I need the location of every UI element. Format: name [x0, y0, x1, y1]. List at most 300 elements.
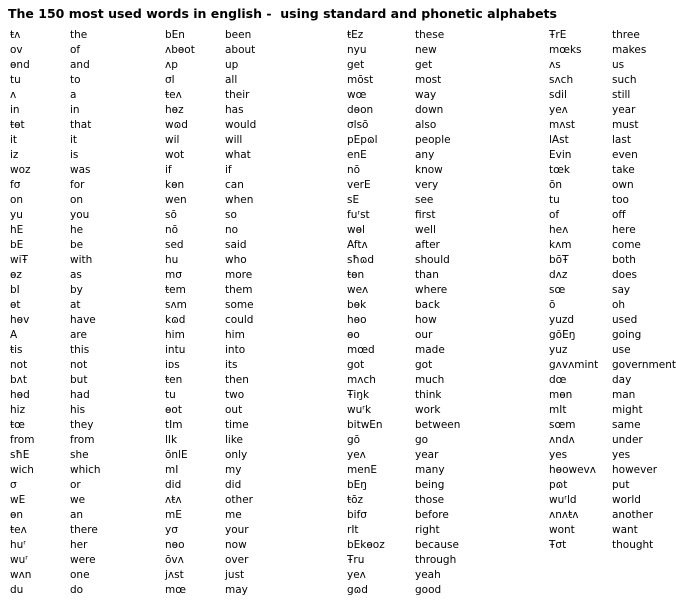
phonetic-word: in — [10, 104, 20, 116]
word-row — [347, 283, 549, 298]
word-row — [347, 433, 549, 448]
english-word: such — [612, 74, 637, 86]
phonetic-word: sed — [165, 239, 184, 251]
english-word: very — [415, 179, 439, 191]
english-word: through — [415, 554, 457, 566]
phonetic-word: intu — [165, 344, 186, 356]
word-row — [549, 238, 676, 253]
phonetic-word: wʌn — [10, 569, 32, 581]
phonetic-word: sħɷd — [347, 254, 375, 266]
phonetic-word: fuʳst — [347, 209, 370, 221]
english-word: want — [612, 524, 638, 536]
english-word: as — [70, 269, 82, 281]
word-row — [165, 508, 347, 523]
phonetic-word: ŧeʌ — [165, 89, 182, 101]
word-row — [549, 373, 676, 388]
phonetic-word: gʌvʌmint — [549, 359, 599, 371]
phonetic-word: ōnlE — [165, 449, 188, 461]
english-word: down — [415, 104, 444, 116]
word-row — [347, 553, 549, 568]
english-word: have — [70, 314, 96, 326]
phonetic-word: it — [10, 134, 18, 146]
phonetic-word: hɵowevʌ — [549, 464, 596, 476]
phonetic-word: bifσ — [347, 509, 367, 521]
phonetic-word: iᴅs — [165, 359, 180, 371]
english-word: out — [225, 404, 243, 416]
word-row — [165, 343, 347, 358]
phonetic-word: nyu — [347, 44, 367, 56]
phonetic-word: dɵon — [347, 104, 374, 116]
english-word: for — [70, 179, 85, 191]
word-row — [10, 283, 165, 298]
english-word: so — [225, 209, 237, 221]
phonetic-word: ʌp — [165, 59, 178, 71]
english-word: day — [612, 374, 632, 386]
phonetic-word: ʌ — [10, 89, 17, 101]
phonetic-word: hiz — [10, 404, 26, 416]
word-row — [10, 193, 165, 208]
english-word: or — [70, 479, 81, 491]
word-row — [10, 523, 165, 538]
phonetic-word: wɷd — [165, 119, 188, 131]
word-row — [549, 448, 676, 463]
word-row — [549, 478, 676, 493]
phonetic-word: ōvʌ — [165, 554, 184, 566]
word-row — [347, 328, 549, 343]
word-row — [549, 358, 676, 373]
phonetic-word: wen — [165, 194, 187, 206]
phonetic-word: fσ — [10, 179, 21, 191]
word-row — [165, 148, 347, 163]
phonetic-word: ōn — [549, 179, 563, 191]
english-word: does — [612, 269, 638, 281]
english-word: year — [415, 449, 439, 461]
word-row — [10, 268, 165, 283]
word-row — [10, 223, 165, 238]
word-row — [347, 43, 549, 58]
english-word: be — [70, 239, 84, 251]
word-row — [10, 28, 165, 43]
word-row — [549, 223, 676, 238]
english-word: oh — [612, 299, 626, 311]
english-word: going — [612, 329, 642, 341]
english-word: yes — [612, 449, 631, 461]
word-row — [347, 523, 549, 538]
english-word: do — [70, 584, 84, 596]
phonetic-word: ɵn — [10, 509, 24, 521]
phonetic-word: bitwEn — [347, 419, 383, 431]
word-row — [347, 133, 549, 148]
english-word: two — [225, 389, 245, 401]
phonetic-word: Evin — [549, 149, 572, 161]
english-word: had — [70, 389, 90, 401]
phonetic-word: got — [347, 359, 365, 371]
english-word: new — [415, 44, 437, 56]
phonetic-word: mI — [165, 464, 179, 476]
phonetic-word: sʌm — [165, 299, 187, 311]
word-row — [10, 313, 165, 328]
phonetic-word: hɵo — [347, 314, 367, 326]
phonetic-word: kʌm — [549, 239, 572, 251]
word-row — [165, 478, 347, 493]
word-column-4 — [549, 28, 676, 598]
word-row — [347, 58, 549, 73]
phonetic-word: ŧeʌ — [10, 524, 27, 536]
english-word: must — [612, 119, 639, 131]
phonetic-word: sE — [347, 194, 360, 206]
phonetic-word: hɵv — [10, 314, 30, 326]
word-row — [549, 133, 676, 148]
phonetic-word: pɷt — [549, 479, 568, 491]
phonetic-word: hE — [10, 224, 24, 236]
phonetic-word: ov — [10, 44, 23, 56]
english-word: what — [225, 149, 251, 161]
english-word: their — [225, 89, 250, 101]
word-row — [347, 208, 549, 223]
word-row — [549, 163, 676, 178]
word-row — [165, 103, 347, 118]
english-word: well — [415, 224, 436, 236]
word-row — [549, 178, 676, 193]
word-row — [165, 253, 347, 268]
phonetic-word: menE — [347, 464, 377, 476]
phonetic-word: ɵnd — [10, 59, 30, 71]
phonetic-word: not — [10, 359, 28, 371]
word-row — [549, 298, 676, 313]
phonetic-word: ŧœ — [10, 419, 25, 431]
word-row — [10, 253, 165, 268]
word-row — [347, 583, 549, 598]
word-row — [347, 223, 549, 238]
word-row — [165, 373, 347, 388]
phonetic-word: bEŋ — [347, 479, 367, 491]
word-row — [347, 28, 549, 43]
phonetic-word: wœ — [347, 89, 367, 101]
english-word: same — [612, 419, 641, 431]
phonetic-word: if — [165, 164, 172, 176]
word-row — [549, 538, 676, 553]
english-word: who — [225, 254, 247, 266]
phonetic-word: on — [10, 194, 24, 206]
english-word: one — [70, 569, 90, 581]
english-word: more — [225, 269, 253, 281]
word-row — [549, 268, 676, 283]
english-word: we — [70, 494, 86, 506]
word-column-2 — [165, 28, 347, 598]
english-word: first — [415, 209, 436, 221]
phonetic-word: ŧɵt — [10, 119, 25, 131]
word-row — [165, 238, 347, 253]
word-row — [549, 148, 676, 163]
english-word: after — [415, 239, 440, 251]
english-word: from — [70, 434, 95, 446]
english-word: time — [225, 419, 249, 431]
word-row — [10, 373, 165, 388]
word-row — [165, 73, 347, 88]
english-word: take — [612, 164, 635, 176]
phonetic-word: weʌ — [347, 284, 369, 296]
english-word: his — [70, 404, 86, 416]
word-row — [10, 478, 165, 493]
english-word: like — [225, 434, 244, 446]
english-word: just — [225, 569, 245, 581]
word-row — [347, 73, 549, 88]
english-word: them — [225, 284, 253, 296]
english-word: man — [612, 389, 636, 401]
word-row — [347, 508, 549, 523]
english-word: said — [225, 239, 247, 251]
word-row — [165, 448, 347, 463]
phonetic-word: rIt — [347, 524, 359, 536]
phonetic-word: hɵd — [10, 389, 30, 401]
english-word: world — [612, 494, 641, 506]
word-row — [165, 403, 347, 418]
phonetic-word: ō — [549, 299, 556, 311]
english-word: will — [225, 134, 243, 146]
english-word: it — [70, 134, 78, 146]
phonetic-word: ɵot — [165, 404, 182, 416]
word-row — [165, 358, 347, 373]
english-word: some — [225, 299, 254, 311]
english-word: go — [415, 434, 429, 446]
word-row — [347, 343, 549, 358]
phonetic-word: yeʌ — [347, 449, 366, 461]
phonetic-word: wil — [165, 134, 180, 146]
word-row — [10, 583, 165, 598]
phonetic-word: yeʌ — [549, 104, 568, 116]
english-word: made — [415, 344, 445, 356]
word-row — [10, 163, 165, 178]
word-row — [347, 373, 549, 388]
phonetic-word: enE — [347, 149, 367, 161]
english-word: there — [70, 524, 98, 536]
phonetic-word: dœ — [549, 374, 567, 386]
phonetic-word: ŧɵn — [347, 269, 365, 281]
english-word: come — [612, 239, 641, 251]
english-word: were — [70, 554, 96, 566]
word-row — [10, 403, 165, 418]
phonetic-word: gō — [347, 434, 361, 446]
english-word: has — [225, 104, 244, 116]
phonetic-word: mʌch — [347, 374, 376, 386]
word-row — [549, 328, 676, 343]
english-word: back — [415, 299, 440, 311]
phonetic-word: tœk — [549, 164, 570, 176]
phonetic-word: bEkɵoz — [347, 539, 385, 551]
word-row — [165, 178, 347, 193]
word-row — [549, 508, 676, 523]
word-row — [10, 433, 165, 448]
phonetic-word: yuzd — [549, 314, 575, 326]
word-row — [347, 403, 549, 418]
word-row — [347, 238, 549, 253]
phonetic-word: kɷd — [165, 314, 186, 326]
phonetic-word: lIk — [165, 434, 178, 446]
phonetic-word: of — [549, 209, 560, 221]
phonetic-word: mɵn — [549, 389, 573, 401]
word-row — [549, 208, 676, 223]
phonetic-word: wE — [10, 494, 26, 506]
english-word: other — [225, 494, 253, 506]
word-row — [10, 343, 165, 358]
english-word: my — [225, 464, 242, 476]
english-word: was — [70, 164, 91, 176]
phonetic-word: Ŧru — [347, 554, 365, 566]
word-row — [10, 553, 165, 568]
word-row — [165, 553, 347, 568]
word-row — [347, 178, 549, 193]
word-row — [165, 328, 347, 343]
word-row — [347, 568, 549, 583]
word-row — [347, 463, 549, 478]
english-word: did — [225, 479, 242, 491]
word-row — [10, 568, 165, 583]
word-row — [165, 523, 347, 538]
phonetic-word: kɵn — [165, 179, 185, 191]
phonetic-word: from — [10, 434, 35, 446]
phonetic-word: ŧʌ — [10, 29, 21, 41]
phonetic-word: mœ — [165, 584, 186, 596]
phonetic-word: Aftʌ — [347, 239, 368, 251]
english-word: being — [415, 479, 445, 491]
english-word: right — [415, 524, 440, 536]
word-row — [549, 103, 676, 118]
word-row — [165, 88, 347, 103]
word-row — [347, 388, 549, 403]
phonetic-word: tIm — [165, 419, 183, 431]
phonetic-word: wich — [10, 464, 34, 476]
phonetic-word: ŧem — [165, 284, 186, 296]
phonetic-word: verE — [347, 179, 371, 191]
word-row — [549, 28, 676, 43]
phonetic-word: ʌndʌ — [549, 434, 575, 446]
phonetic-word: hɵz — [165, 104, 184, 116]
word-row — [165, 118, 347, 133]
phonetic-word: yes — [549, 449, 568, 461]
english-word: because — [415, 539, 459, 551]
english-word: its — [225, 359, 238, 371]
word-row — [549, 433, 676, 448]
english-word: government — [612, 359, 676, 371]
word-row — [165, 268, 347, 283]
word-row — [165, 28, 347, 43]
word-row — [10, 463, 165, 478]
english-word: see — [415, 194, 434, 206]
phonetic-word: woz — [10, 164, 31, 176]
phonetic-word: sō — [165, 209, 177, 221]
word-row — [10, 43, 165, 58]
english-word: under — [612, 434, 643, 446]
word-row — [549, 418, 676, 433]
english-word: another — [612, 509, 654, 521]
word-row — [347, 448, 549, 463]
phonetic-word: mσ — [165, 269, 182, 281]
word-row — [347, 313, 549, 328]
word-row — [165, 223, 347, 238]
english-word: how — [415, 314, 437, 326]
phonetic-word: dʌz — [549, 269, 568, 281]
english-word: use — [612, 344, 631, 356]
word-row — [10, 328, 165, 343]
word-row — [347, 193, 549, 208]
phonetic-word: Ŧiŋk — [347, 389, 370, 401]
english-word: to — [70, 74, 81, 86]
phonetic-word: ɵz — [10, 269, 22, 281]
english-word: way — [415, 89, 437, 101]
english-word: good — [415, 584, 442, 596]
word-row — [165, 493, 347, 508]
word-row — [10, 208, 165, 223]
word-row — [10, 73, 165, 88]
english-word: yeah — [415, 569, 441, 581]
phonetic-word: yu — [10, 209, 23, 221]
english-word: if — [225, 164, 232, 176]
phonetic-word: bEn — [165, 29, 185, 41]
phonetic-word: tu — [165, 389, 176, 401]
phonetic-word: wont — [549, 524, 575, 536]
english-word: not — [70, 359, 88, 371]
word-row — [549, 313, 676, 328]
phonetic-word: yuz — [549, 344, 568, 356]
english-word: that — [70, 119, 92, 131]
word-row — [165, 433, 347, 448]
english-word: got — [415, 359, 433, 371]
phonetic-word: sʌch — [549, 74, 574, 86]
english-word: could — [225, 314, 254, 326]
word-row — [165, 298, 347, 313]
word-row — [347, 103, 549, 118]
english-word: which — [70, 464, 101, 476]
english-word: by — [70, 284, 83, 296]
english-word: your — [225, 524, 249, 536]
phonetic-word: mE — [165, 509, 182, 521]
english-word: this — [70, 344, 90, 356]
phonetic-word: ŧis — [10, 344, 23, 356]
phonetic-word: ʌŧʌ — [165, 494, 182, 506]
english-word: last — [612, 134, 631, 146]
phonetic-word: yeʌ — [347, 569, 366, 581]
phonetic-word: ŧEz — [347, 29, 364, 41]
word-row — [549, 88, 676, 103]
english-word: people — [415, 134, 451, 146]
english-word: where — [415, 284, 448, 296]
english-word: even — [612, 149, 638, 161]
word-row — [10, 238, 165, 253]
phonetic-word: σ — [10, 479, 17, 491]
english-word: into — [225, 344, 246, 356]
word-row — [10, 448, 165, 463]
phonetic-word: get — [347, 59, 365, 71]
phonetic-word: sœ — [549, 284, 566, 296]
english-word: are — [70, 329, 87, 341]
phonetic-word: ŧōz — [347, 494, 364, 506]
english-word: in — [70, 104, 80, 116]
phonetic-word: him — [165, 329, 185, 341]
word-row — [549, 118, 676, 133]
phonetic-word: tu — [10, 74, 21, 86]
word-row — [10, 178, 165, 193]
phonetic-word: mœd — [347, 344, 375, 356]
phonetic-word: ʌbɵot — [165, 44, 195, 56]
phonetic-word: σlsō — [347, 119, 369, 131]
word-row — [549, 193, 676, 208]
word-row — [165, 208, 347, 223]
word-row — [549, 43, 676, 58]
word-row — [10, 118, 165, 133]
phonetic-word: A — [10, 329, 18, 341]
word-row — [10, 148, 165, 163]
phonetic-word: bʌt — [10, 374, 27, 386]
